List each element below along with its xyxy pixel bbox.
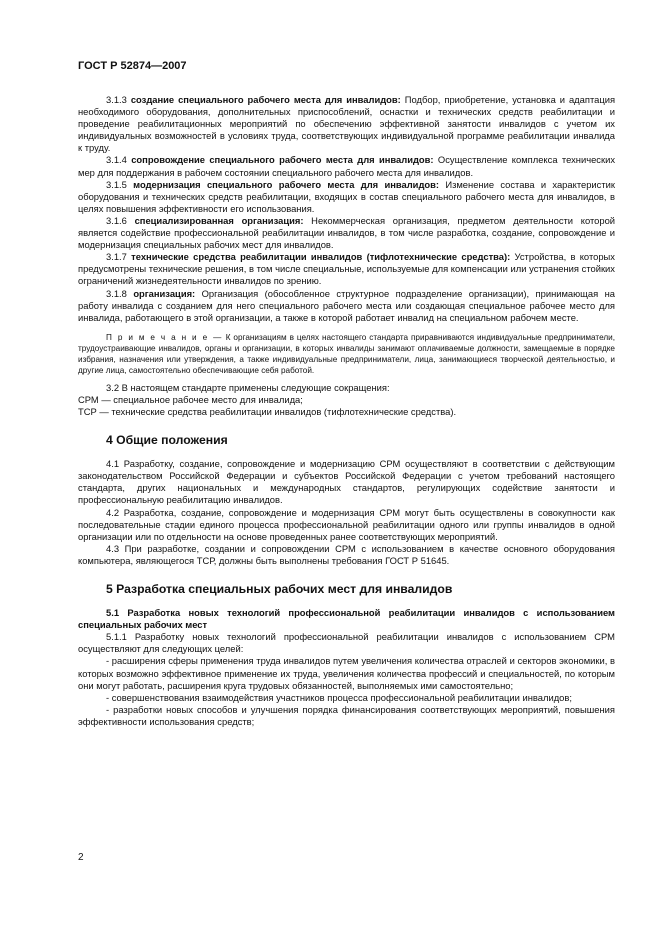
term: модернизация специального рабочего места для инвалидов: — [133, 178, 440, 190]
clause-number: 3.1.3 — [106, 94, 127, 105]
clause-number: 3.1.6 — [106, 214, 127, 226]
subsection-5-1-heading: 5.1 Разработка новых технологий профессиональной реабилитации инвалидов с использованием специальных рабочих мест — [78, 607, 615, 631]
abbreviation-item: ТСР — технические средства реабилитации инвалидов (тифлотехнические средства). — [78, 405, 457, 417]
paragraph-5-1-1: 5.1.1 Разработку новых технологий профессиональной реабилитации инвалидов с использованием СРМ осуществляют для следующих целей: — [78, 631, 615, 655]
definition-3-1-5 — [78, 179, 615, 215]
section-5-heading: 5 Разработка специальных рабочих мест для инвалидов — [106, 582, 453, 596]
page-number: 2 — [78, 852, 84, 863]
definition-3-1-6 — [78, 215, 615, 251]
note-text: К организациям в целях настоящего стандарта приравниваются индивидуальные предприниматели, трудоустраивающие инвалидов, органы и организации, в которых инвалиды занимают оплачиваемые должности, замещаемые в порядке избрания, назначения или утверждения, а также индивидуальные предприниматели, лица, занимающиеся творческой деятельностью, и другие лица, самостоятельно обеспечивающие себя работой. — [78, 332, 615, 375]
list-item: - разработки новых способов и улучшения порядка финансирования соответствующих мероприятий, повышения эффективности использования средств; — [78, 703, 615, 727]
definition-3-1-8 — [78, 288, 615, 324]
definition-3-1-4 — [78, 154, 615, 178]
definition-text: Осуществление комплекса технических мер для поддержания в рабочем состоянии специального рабочего места для инвалидов. — [78, 154, 616, 178]
paragraph-4-3: 4.3 При разработке, создании и сопровождении СРМ с использованием в качестве основного оборудования компьютера, являющегося ТСР, должны быть выполнены требования ГОСТ Р 51645. — [78, 542, 615, 566]
clause-number: 3.1.7 — [106, 251, 127, 263]
paragraph-4-1: 4.1 Разработку, создание, сопровождение и модернизацию СРМ осуществляют в соответствии с действующим законодательством Российской Федерации и субъектов Российской Федерации с учетом требований настоящего стандарта, других национальных и международных стандартов, регулирующих содействие занятости и профессиональную реабилитацию инвалидов. — [78, 458, 615, 506]
definition-3-1-7 — [78, 251, 615, 287]
definition-text: Некоммерческая организация, предметом деятельности которой является содействие профессиональной реабилитации инвалидов, в том числе разработка, создание, сопровождение и модернизация специальных рабочих мест для инвалидов. — [78, 214, 616, 251]
document-header: ГОСТ Р 52874—2007 — [78, 60, 187, 72]
definition-text: Устройства, в которых предусмотрены технические решения, в том числе специальные, используемые для компенсации или устранения стойких ограничений жизнедеятельности инвалидов по зрению. — [78, 251, 615, 287]
definition-text: Изменение состава и характеристик оборудования и технических средств реабилитации, входящих в состав специального рабочего места для инвалидов, в целях повышения эффективности его использования. — [78, 178, 615, 214]
list-item: - совершенствования взаимодействия участников процесса профессиональной реабилитации инвалидов; — [106, 691, 572, 703]
clause-number: 3.1.5 — [106, 178, 127, 190]
definition-3-1-3 — [78, 94, 615, 154]
list-item: - расширения сферы применения труда инвалидов путем увеличения количества отраслей и секторов экономики, в которых возможно эффективное применение их труда, увеличения количества профессий и специальностей, по которым они могут работать, расширения круга трудовых обязанностей, выполняемых ими самостоятельно; — [78, 655, 615, 691]
abbreviation-item: СРМ — специальное рабочее место для инвалида; — [78, 393, 303, 405]
note — [78, 332, 615, 376]
term: создание специального рабочего места для инвалидов: — [130, 94, 401, 105]
term: сопровождение специального рабочего места для инвалидов: — [131, 154, 434, 166]
term: специализированная организация: — [134, 214, 304, 226]
clause-number: 3.1.8 — [106, 287, 127, 299]
document-body — [78, 94, 615, 728]
section-4-heading: 4 Общие положения — [106, 433, 228, 448]
clause-number: 3.1.4 — [106, 154, 127, 166]
term: технические средства реабилитации инвалидов (тифлотехнические средства): — [131, 251, 511, 263]
abbreviations-intro: 3.2 В настоящем стандарте применены следующие сокращения: — [106, 381, 390, 393]
definition-text: Подбор, приобретение, установка и адаптация необходимого оборудования, дополнительных приспособлений, оснастки и технических средств реабилитации и проведение реабилитационных мероприятий по обеспечению эффективной занятости инвалидов с учетом их индивидуальных возможностей в условиях труда, соответствующих индивидуальной программе реабилитации инвалида к труду. — [78, 94, 616, 154]
note-label: П р и м е ч а н и е — — [106, 332, 223, 342]
term: организация: — [133, 287, 196, 299]
definition-text: Организация (обособленное структурное подразделение организации), принимающая на работу инвалида с созданием для него специального рабочего места или создающая специальное рабочее место для инвалида, работающего в этой организации, а также в которой работает инвалид на специальном рабочем месте. — [78, 287, 616, 323]
paragraph-4-2: 4.2 Разработка, создание, сопровождение и модернизация СРМ могут быть осуществлены в совокупности как последовательные стадии единого процесса профессиональной реабилитации одного или группы инвалидов в одной организации или по отдельности на основе проведенных ранее соответствующих мероприятий. — [78, 506, 615, 542]
